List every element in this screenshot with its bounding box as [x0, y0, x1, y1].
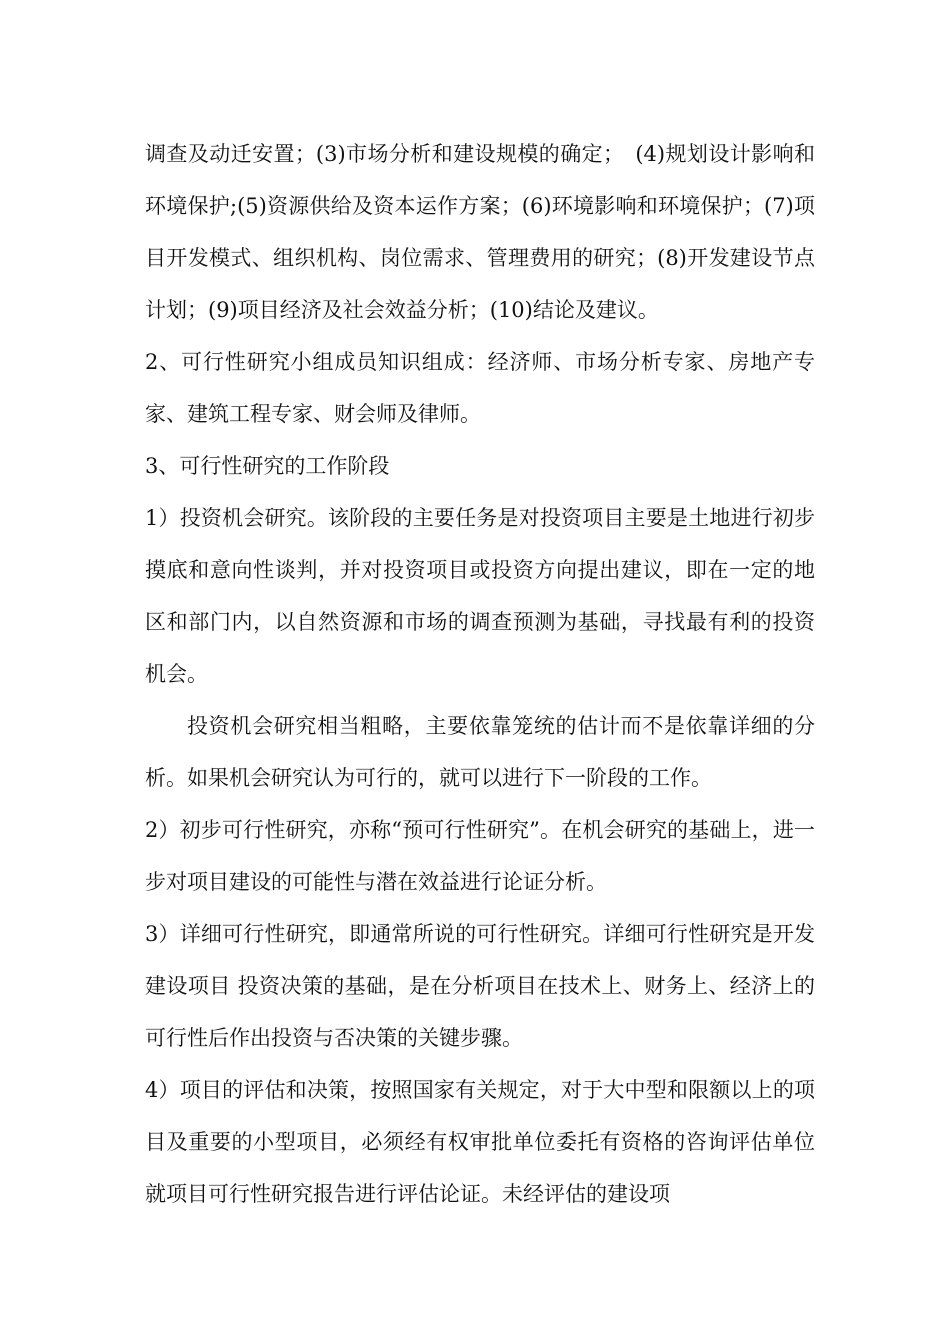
paragraph-stage-1-note: 投资机会研究相当粗略，主要依靠笼统的估计而不是依靠详细的分析。如果机会研究认为可行的，就可以进行下一阶段的工作。 — [145, 714, 815, 790]
paragraph-stage-4: 4）项目的评估和决策，按照国家有关规定，对于大中型和限额以上的项目及重要的小型项目，必须经有权审批单位委托有资格的咨询评估单位就项目可行性研究报告进行评估论证。未经评估的建设项 — [145, 1078, 815, 1206]
paragraph-team-composition: 2、可行性研究小组成员知识组成：经济师、市场分析专家、房地产专家、建筑工程专家、财会师及律师。 — [145, 350, 815, 426]
paragraph-stage-2: 2）初步可行性研究，亦称“预可行性研究”。在机会研究的基础上，进一步对项目建设的可能性与潜在效益进行论证分析。 — [145, 818, 815, 894]
paragraph-stage-3: 3）详细可行性研究，即通常所说的可行性研究。详细可行性研究是开发建设项目 投资决策的基础，是在分析项目在技术上、财务上、经济上的可行性后作出投资与否决策的关键步骤。 — [145, 922, 815, 1050]
paragraph-stage-1: 1）投资机会研究。该阶段的主要任务是对投资项目主要是土地进行初步摸底和意向性谈判，并对投资项目或投资方向提出建议，即在一定的地区和部门内，以自然资源和市场的调查预测为基础，寻找最有利的投资机会。 — [145, 506, 815, 686]
section-heading-work-stages: 3、可行性研究的工作阶段 — [145, 454, 390, 478]
paragraph-scope-continued: 调查及动迁安置；(3)市场分析和建设规模的确定； (4)规划设计影响和环境保护;(5)资源供给及资本运作方案；(6)环境影响和环境保护；(7)项目开发模式、组织机构、岗位需求、管理费用的研究；(8)开发建设节点计划；(9)项目经济及社会效益分析；(10)结论及建议。 — [145, 142, 815, 322]
document-body — [145, 128, 815, 1220]
